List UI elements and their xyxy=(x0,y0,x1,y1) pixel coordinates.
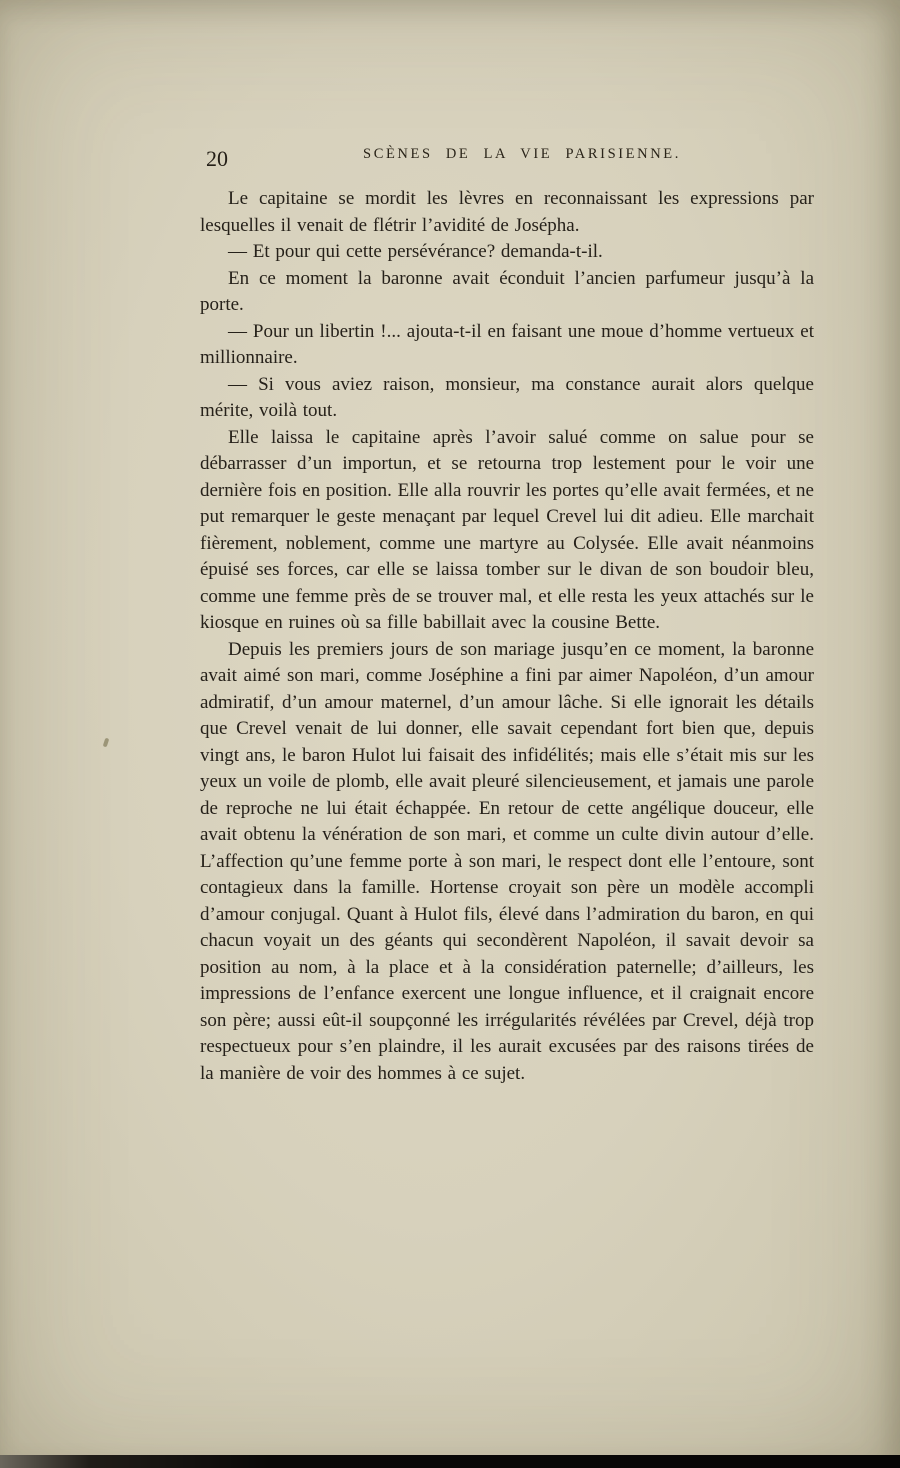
running-header: SCÈNES DE LA VIE PARISIENNE. xyxy=(363,146,681,162)
page-content xyxy=(200,146,814,1087)
paragraph: En ce moment la baronne avait éconduit l’ancien parfumeur jusqu’à la porte. xyxy=(200,267,814,315)
paragraph: — Pour un libertin !... ajouta-t-il en faisant une moue d’homme vertueux et millionnaire. xyxy=(200,320,814,368)
scan-artifact-speck xyxy=(103,738,110,748)
paragraph: Elle laissa le capitaine après l’avoir salué comme on salue pour se débarrasser d’un importun, et se retourna trop lestement pour le voir une dernière fois en position. Elle alla rouvrir les portes qu’elle avait fermées, et ne put remarquer le geste menaçant par lequel Crevel lui dit adieu. Elle marchait fièrement, noblement, comme une martyre au Colysée. Elle avait néanmoins épuisé ses forces, car elle se laissa tomber sur le divan de son boudoir bleu, comme une femme près de se trouver mal, et elle resta les yeux attachés sur le kiosque en ruines où sa fille babillait avec la cousine Bette. xyxy=(200,426,814,633)
paragraph: Le capitaine se mordit les lèvres en reconnaissant les expressions par lesquelles il venait de flétrir l’avidité de Josépha. xyxy=(200,188,814,236)
page-header xyxy=(200,146,814,176)
paragraph: Depuis les premiers jours de son mariage jusqu’en ce moment, la baronne avait aimé son mari, comme Joséphine a fini par aimer Napoléon, d’un amour admiratif, d’un amour maternel, d’un amour lâche. Si elle ignorait les détails que Crevel venait de lui donner, elle savait cependant fort bien que, depuis vingt ans, le baron Hulot lui faisait des infidélités; mais elle s’était mis sur les yeux un voile de plomb, elle avait pleuré silencieusement, et jamais une parole de reproche ne lui était échappée. En retour de cette angélique douceur, elle avait obtenu la vénération de son mari, et comme un culte divin autour d’elle. L’affection qu’une femme porte à son mari, le respect dont elle l’entoure, sont contagieux dans la famille. Hortense croyait son père un modèle accompli d’amour conjugal. Quant à Hulot fils, élevé dans l’admiration du baron, en qui chacun voyait un des géants qui secondèrent Napoléon, il savait devoir sa position au nom, à la place et à la considération paternelle; d’ailleurs, les impressions de l’enfance exercent une longue influence, et il craignait encore son père; aussi eût-il soupçonné les irrégularités révélées par Crevel, déjà trop respectueux pour s’en plaindre, il les aurait excusées par des raisons tirées de la manière de voir des hommes à ce sujet. xyxy=(200,638,814,1084)
body-text xyxy=(200,186,814,1087)
paragraph: — Si vous aviez raison, monsieur, ma constance aurait alors quelque mérite, voilà tout. xyxy=(200,373,814,421)
paragraph: — Et pour qui cette persévérance? demanda-t-il. xyxy=(228,241,603,262)
page-number: 20 xyxy=(206,146,228,171)
scan-edge-bar xyxy=(0,1455,900,1468)
